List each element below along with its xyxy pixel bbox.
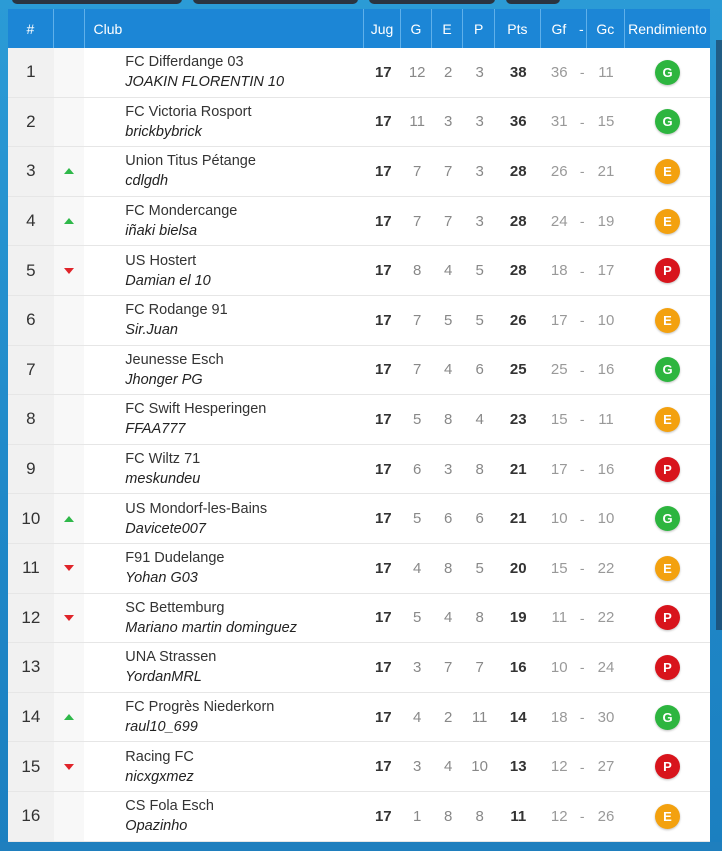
table-row[interactable] bbox=[8, 494, 710, 544]
goals-separator: - bbox=[579, 659, 585, 676]
drawn: 3 bbox=[443, 460, 453, 478]
table-row[interactable] bbox=[8, 544, 710, 594]
points: 16 bbox=[509, 658, 527, 676]
performance-cell bbox=[625, 544, 710, 593]
performance-cell bbox=[625, 792, 710, 841]
lost: 8 bbox=[475, 460, 484, 478]
page-scrollbar[interactable] bbox=[716, 40, 722, 630]
trend-cell bbox=[54, 594, 85, 643]
club-name[interactable]: F91 Dudelange bbox=[125, 550, 225, 567]
position: 12 bbox=[8, 594, 54, 643]
played: 17 bbox=[374, 510, 392, 528]
goals-separator: - bbox=[579, 461, 585, 478]
trend-up-icon bbox=[64, 714, 74, 720]
performance-badge: E bbox=[655, 556, 680, 581]
position: 9 bbox=[8, 445, 54, 494]
trend-cell bbox=[54, 643, 85, 692]
trend-cell bbox=[54, 445, 85, 494]
manager-name[interactable]: Mariano martin dominguez bbox=[125, 619, 297, 636]
club-name[interactable]: Union Titus Pétange bbox=[125, 153, 256, 170]
manager-name[interactable]: YordanMRL bbox=[125, 669, 202, 686]
club-cell[interactable] bbox=[84, 147, 364, 196]
table-row[interactable] bbox=[8, 147, 710, 197]
position: 5 bbox=[8, 246, 54, 295]
performance-badge: G bbox=[655, 705, 680, 730]
won: 5 bbox=[412, 510, 422, 528]
drawn: 2 bbox=[443, 708, 453, 726]
lost: 5 bbox=[475, 559, 484, 577]
club-cell[interactable] bbox=[84, 445, 364, 494]
won: 7 bbox=[412, 212, 422, 230]
header-g[interactable]: G bbox=[401, 9, 432, 48]
header-gf[interactable]: Gf bbox=[551, 20, 567, 37]
manager-name[interactable]: cdlgdh bbox=[125, 173, 169, 190]
won: 7 bbox=[412, 311, 422, 329]
goals-against: 10 bbox=[597, 311, 615, 329]
trend-cell bbox=[54, 296, 85, 345]
performance-cell bbox=[625, 296, 710, 345]
drawn: 3 bbox=[443, 113, 453, 131]
performance-badge: P bbox=[655, 655, 680, 680]
goals-against: 24 bbox=[597, 658, 615, 676]
drawn: 4 bbox=[443, 609, 453, 627]
played: 17 bbox=[374, 262, 392, 280]
drawn: 7 bbox=[443, 658, 453, 676]
performance-cell bbox=[625, 147, 710, 196]
points: 20 bbox=[509, 559, 527, 577]
table-row[interactable] bbox=[8, 594, 710, 644]
performance-badge: G bbox=[655, 506, 680, 531]
position: 11 bbox=[8, 544, 54, 593]
played: 17 bbox=[374, 410, 392, 428]
position: 7 bbox=[8, 346, 54, 395]
club-name[interactable]: FC Swift Hesperingen bbox=[125, 401, 267, 418]
table-row[interactable] bbox=[8, 48, 710, 98]
won: 11 bbox=[409, 113, 425, 131]
played: 17 bbox=[374, 212, 392, 230]
goals-separator: - bbox=[579, 361, 585, 378]
trend-down-icon bbox=[64, 565, 74, 571]
won: 3 bbox=[412, 758, 422, 776]
performance-badge: P bbox=[655, 605, 680, 630]
performance-badge: E bbox=[655, 209, 680, 234]
manager-name[interactable]: iñaki bielsa bbox=[125, 223, 198, 240]
trend-cell bbox=[54, 197, 85, 246]
performance-cell bbox=[625, 246, 710, 295]
points: 19 bbox=[509, 609, 527, 627]
played: 17 bbox=[374, 113, 392, 131]
played: 17 bbox=[374, 311, 392, 329]
manager-name[interactable]: brickbybrick bbox=[125, 123, 202, 140]
played: 17 bbox=[374, 758, 392, 776]
goals-separator: - bbox=[579, 411, 585, 428]
trend-cell bbox=[54, 246, 85, 295]
club-name[interactable]: CS Fola Esch bbox=[125, 798, 214, 815]
lost: 5 bbox=[475, 311, 484, 329]
trend-cell bbox=[54, 494, 85, 543]
performance-cell bbox=[625, 594, 710, 643]
performance-badge: G bbox=[655, 109, 680, 134]
bottom-strip bbox=[0, 842, 722, 851]
won: 8 bbox=[412, 262, 422, 280]
club-cell[interactable] bbox=[84, 197, 364, 246]
manager-name[interactable]: raul10_699 bbox=[125, 719, 198, 736]
position: 10 bbox=[8, 494, 54, 543]
header-club[interactable]: Club bbox=[85, 9, 364, 48]
trend-up-icon bbox=[64, 168, 74, 174]
club-cell[interactable] bbox=[84, 48, 364, 97]
top-tab-2[interactable] bbox=[193, 0, 358, 4]
goals-for: 26 bbox=[550, 162, 568, 180]
manager-name[interactable]: Damian el 10 bbox=[125, 272, 211, 289]
played: 17 bbox=[374, 609, 392, 627]
goals-for: 17 bbox=[550, 311, 568, 329]
table-row[interactable] bbox=[8, 246, 710, 296]
goals-separator: - bbox=[579, 113, 585, 130]
club-cell[interactable] bbox=[84, 395, 364, 444]
played: 17 bbox=[374, 559, 392, 577]
goals-for: 17 bbox=[550, 460, 568, 478]
points: 11 bbox=[510, 807, 527, 825]
played: 17 bbox=[374, 162, 392, 180]
club-name[interactable]: US Hostert bbox=[125, 252, 197, 269]
table-row[interactable] bbox=[8, 643, 710, 693]
lost: 3 bbox=[475, 113, 484, 131]
header-rendimiento[interactable]: Rendimiento bbox=[628, 20, 707, 37]
manager-name[interactable]: Davicete007 bbox=[125, 520, 206, 537]
table-row[interactable] bbox=[8, 445, 710, 495]
club-cell[interactable] bbox=[84, 693, 364, 742]
position: 8 bbox=[8, 395, 54, 444]
goals-separator: - bbox=[579, 709, 585, 726]
header-dash: - bbox=[577, 9, 587, 48]
club-cell[interactable] bbox=[84, 594, 364, 643]
points: 28 bbox=[509, 212, 527, 230]
club-name[interactable]: US Mondorf-les-Bains bbox=[125, 500, 268, 517]
goals-for: 31 bbox=[550, 113, 568, 131]
trend-up-icon bbox=[64, 218, 74, 224]
club-cell[interactable] bbox=[84, 494, 364, 543]
position: 3 bbox=[8, 147, 54, 196]
table-row[interactable] bbox=[8, 98, 710, 148]
performance-cell bbox=[625, 643, 710, 692]
club-name[interactable]: FC Victoria Rosport bbox=[125, 103, 252, 120]
table-row[interactable] bbox=[8, 346, 710, 396]
drawn: 4 bbox=[443, 262, 453, 280]
goals-separator: - bbox=[579, 510, 585, 527]
trend-cell bbox=[54, 742, 85, 791]
club-name[interactable]: UNA Strassen bbox=[125, 649, 217, 666]
lost: 7 bbox=[475, 658, 484, 676]
points: 26 bbox=[509, 311, 527, 329]
drawn: 6 bbox=[443, 510, 453, 528]
goals-for: 36 bbox=[550, 63, 568, 81]
position: 16 bbox=[8, 792, 54, 841]
goals-against: 15 bbox=[597, 113, 615, 131]
points: 28 bbox=[509, 262, 527, 280]
performance-cell bbox=[625, 197, 710, 246]
table-row[interactable] bbox=[8, 742, 710, 792]
won: 7 bbox=[412, 162, 422, 180]
position: 13 bbox=[8, 643, 54, 692]
position: 15 bbox=[8, 742, 54, 791]
goals-for: 24 bbox=[550, 212, 568, 230]
played: 17 bbox=[374, 708, 392, 726]
top-toolbar-strip bbox=[0, 0, 722, 8]
goals-separator: - bbox=[579, 163, 585, 180]
trend-cell bbox=[54, 346, 85, 395]
header-trend bbox=[54, 9, 85, 48]
header-pos[interactable]: # bbox=[8, 9, 54, 48]
standings-table bbox=[8, 9, 710, 842]
club-name[interactable]: FC Mondercange bbox=[125, 203, 238, 220]
club-cell[interactable] bbox=[84, 544, 364, 593]
goals-against: 11 bbox=[598, 410, 614, 428]
goals-against: 30 bbox=[597, 708, 615, 726]
drawn: 2 bbox=[443, 63, 453, 81]
won: 4 bbox=[412, 559, 422, 577]
lost: 4 bbox=[475, 410, 484, 428]
manager-name[interactable]: Jhonger PG bbox=[125, 371, 203, 388]
lost: 3 bbox=[475, 63, 484, 81]
header-e[interactable]: E bbox=[432, 9, 464, 48]
trend-cell bbox=[54, 48, 85, 97]
points: 21 bbox=[509, 460, 527, 478]
won: 7 bbox=[412, 361, 422, 379]
table-row[interactable] bbox=[8, 197, 710, 247]
played: 17 bbox=[374, 658, 392, 676]
drawn: 7 bbox=[443, 212, 453, 230]
lost: 6 bbox=[475, 510, 484, 528]
points: 23 bbox=[509, 410, 527, 428]
drawn: 4 bbox=[443, 361, 453, 379]
drawn: 5 bbox=[443, 311, 453, 329]
trend-down-icon bbox=[64, 615, 74, 621]
won: 4 bbox=[412, 708, 422, 726]
club-name[interactable]: FC Differdange 03 bbox=[125, 54, 244, 71]
trend-down-icon bbox=[64, 268, 74, 274]
header-pts[interactable]: Pts bbox=[495, 9, 541, 48]
position: 4 bbox=[8, 197, 54, 246]
performance-cell bbox=[625, 742, 710, 791]
performance-badge: G bbox=[655, 60, 680, 85]
goals-against: 26 bbox=[597, 807, 615, 825]
position: 1 bbox=[8, 48, 54, 97]
performance-cell bbox=[625, 48, 710, 97]
performance-badge: E bbox=[655, 308, 680, 333]
goals-separator: - bbox=[579, 808, 585, 825]
header-p[interactable]: P bbox=[463, 9, 495, 48]
goals-against: 16 bbox=[597, 361, 615, 379]
drawn: 8 bbox=[443, 807, 453, 825]
club-name[interactable]: FC Wiltz 71 bbox=[125, 451, 201, 468]
goals-separator: - bbox=[579, 262, 585, 279]
performance-cell bbox=[625, 98, 710, 147]
table-row[interactable] bbox=[8, 693, 710, 743]
trend-cell bbox=[54, 395, 85, 444]
goals-against: 22 bbox=[597, 609, 615, 627]
won: 12 bbox=[408, 63, 426, 81]
trend-cell bbox=[54, 147, 85, 196]
lost: 10 bbox=[471, 758, 488, 776]
trend-down-icon bbox=[64, 764, 74, 770]
club-cell[interactable] bbox=[84, 643, 364, 692]
won: 6 bbox=[412, 460, 422, 478]
goals-for: 11 bbox=[551, 609, 568, 627]
trend-cell bbox=[54, 693, 85, 742]
manager-name[interactable]: FFAA777 bbox=[125, 421, 186, 438]
drawn: 4 bbox=[443, 758, 453, 776]
manager-name[interactable]: Sir.Juan bbox=[125, 322, 178, 339]
drawn: 7 bbox=[443, 162, 453, 180]
performance-cell bbox=[625, 494, 710, 543]
goals-for: 10 bbox=[550, 510, 568, 528]
manager-name[interactable]: JOAKIN FLORENTIN 10 bbox=[125, 74, 285, 91]
performance-badge: P bbox=[655, 754, 680, 779]
goals-for: 12 bbox=[550, 758, 568, 776]
goals-for: 12 bbox=[550, 807, 568, 825]
header-jug[interactable]: Jug bbox=[364, 9, 401, 48]
manager-name[interactable]: meskundeu bbox=[125, 471, 201, 488]
performance-badge: E bbox=[655, 804, 680, 829]
club-cell[interactable] bbox=[84, 346, 364, 395]
table-row[interactable] bbox=[8, 395, 710, 445]
club-name[interactable]: SC Bettemburg bbox=[125, 599, 225, 616]
club-cell[interactable] bbox=[84, 246, 364, 295]
header-gc[interactable]: Gc bbox=[587, 9, 625, 48]
goals-separator: - bbox=[579, 312, 585, 329]
points: 25 bbox=[509, 361, 527, 379]
goals-separator: - bbox=[579, 758, 585, 775]
club-name[interactable]: Racing FC bbox=[125, 748, 194, 765]
club-cell[interactable] bbox=[84, 296, 364, 345]
manager-name[interactable]: Yohan G03 bbox=[125, 570, 198, 587]
points: 38 bbox=[509, 63, 527, 81]
goals-separator: - bbox=[579, 609, 585, 626]
performance-badge: E bbox=[655, 407, 680, 432]
performance-badge: E bbox=[655, 159, 680, 184]
lost: 11 bbox=[471, 708, 488, 726]
won: 5 bbox=[412, 410, 422, 428]
drawn: 8 bbox=[443, 410, 453, 428]
lost: 3 bbox=[475, 162, 484, 180]
manager-name[interactable]: nicxgxmez bbox=[125, 768, 194, 785]
goals-against: 11 bbox=[598, 63, 614, 81]
played: 17 bbox=[374, 460, 392, 478]
points: 14 bbox=[509, 708, 527, 726]
lost: 6 bbox=[475, 361, 484, 379]
table-header bbox=[8, 9, 710, 48]
club-name[interactable]: FC Rodange 91 bbox=[125, 302, 228, 319]
won: 1 bbox=[412, 807, 422, 825]
goals-separator: - bbox=[579, 560, 585, 577]
goals-against: 19 bbox=[597, 212, 615, 230]
table-row[interactable] bbox=[8, 792, 710, 842]
trend-up-icon bbox=[64, 516, 74, 522]
goals-against: 22 bbox=[597, 559, 615, 577]
played: 17 bbox=[374, 361, 392, 379]
position: 6 bbox=[8, 296, 54, 345]
position: 2 bbox=[8, 98, 54, 147]
club-cell[interactable] bbox=[84, 742, 364, 791]
goals-for: 15 bbox=[550, 559, 568, 577]
goals-for: 25 bbox=[550, 361, 568, 379]
points: 36 bbox=[509, 113, 527, 131]
performance-badge: P bbox=[655, 258, 680, 283]
points: 21 bbox=[509, 510, 527, 528]
goals-for: 10 bbox=[550, 658, 568, 676]
drawn: 8 bbox=[443, 559, 453, 577]
club-name[interactable]: Jeunesse Esch bbox=[125, 351, 224, 368]
top-tab-3[interactable] bbox=[369, 0, 495, 4]
trend-cell bbox=[54, 544, 85, 593]
lost: 8 bbox=[475, 609, 484, 627]
performance-badge: P bbox=[655, 457, 680, 482]
goals-separator: - bbox=[579, 213, 585, 230]
goals-against: 16 bbox=[597, 460, 615, 478]
goals-against: 21 bbox=[597, 162, 615, 180]
points: 13 bbox=[509, 758, 527, 776]
won: 5 bbox=[412, 609, 422, 627]
position: 14 bbox=[8, 693, 54, 742]
goals-separator: - bbox=[579, 64, 585, 81]
goals-for: 18 bbox=[550, 262, 568, 280]
played: 17 bbox=[374, 63, 392, 81]
table-row[interactable] bbox=[8, 296, 710, 346]
goals-against: 10 bbox=[597, 510, 615, 528]
trend-cell bbox=[54, 792, 85, 841]
played: 17 bbox=[374, 807, 392, 825]
lost: 8 bbox=[475, 807, 484, 825]
club-cell[interactable] bbox=[84, 98, 364, 147]
performance-cell bbox=[625, 346, 710, 395]
goals-against: 17 bbox=[597, 262, 615, 280]
top-tab-4[interactable] bbox=[506, 0, 560, 4]
won: 3 bbox=[412, 658, 422, 676]
top-tab-1[interactable] bbox=[12, 0, 182, 4]
performance-cell bbox=[625, 693, 710, 742]
performance-cell bbox=[625, 395, 710, 444]
lost: 5 bbox=[475, 262, 484, 280]
trend-cell bbox=[54, 98, 85, 147]
points: 28 bbox=[509, 162, 527, 180]
lost: 3 bbox=[475, 212, 484, 230]
goals-for: 15 bbox=[550, 410, 568, 428]
club-cell[interactable] bbox=[84, 792, 364, 841]
performance-cell bbox=[625, 445, 710, 494]
performance-badge: G bbox=[655, 357, 680, 382]
goals-against: 27 bbox=[597, 758, 615, 776]
manager-name[interactable]: Opazinho bbox=[125, 818, 188, 835]
goals-for: 18 bbox=[550, 708, 568, 726]
table-body bbox=[8, 48, 710, 842]
club-name[interactable]: FC Progrès Niederkorn bbox=[125, 699, 275, 716]
